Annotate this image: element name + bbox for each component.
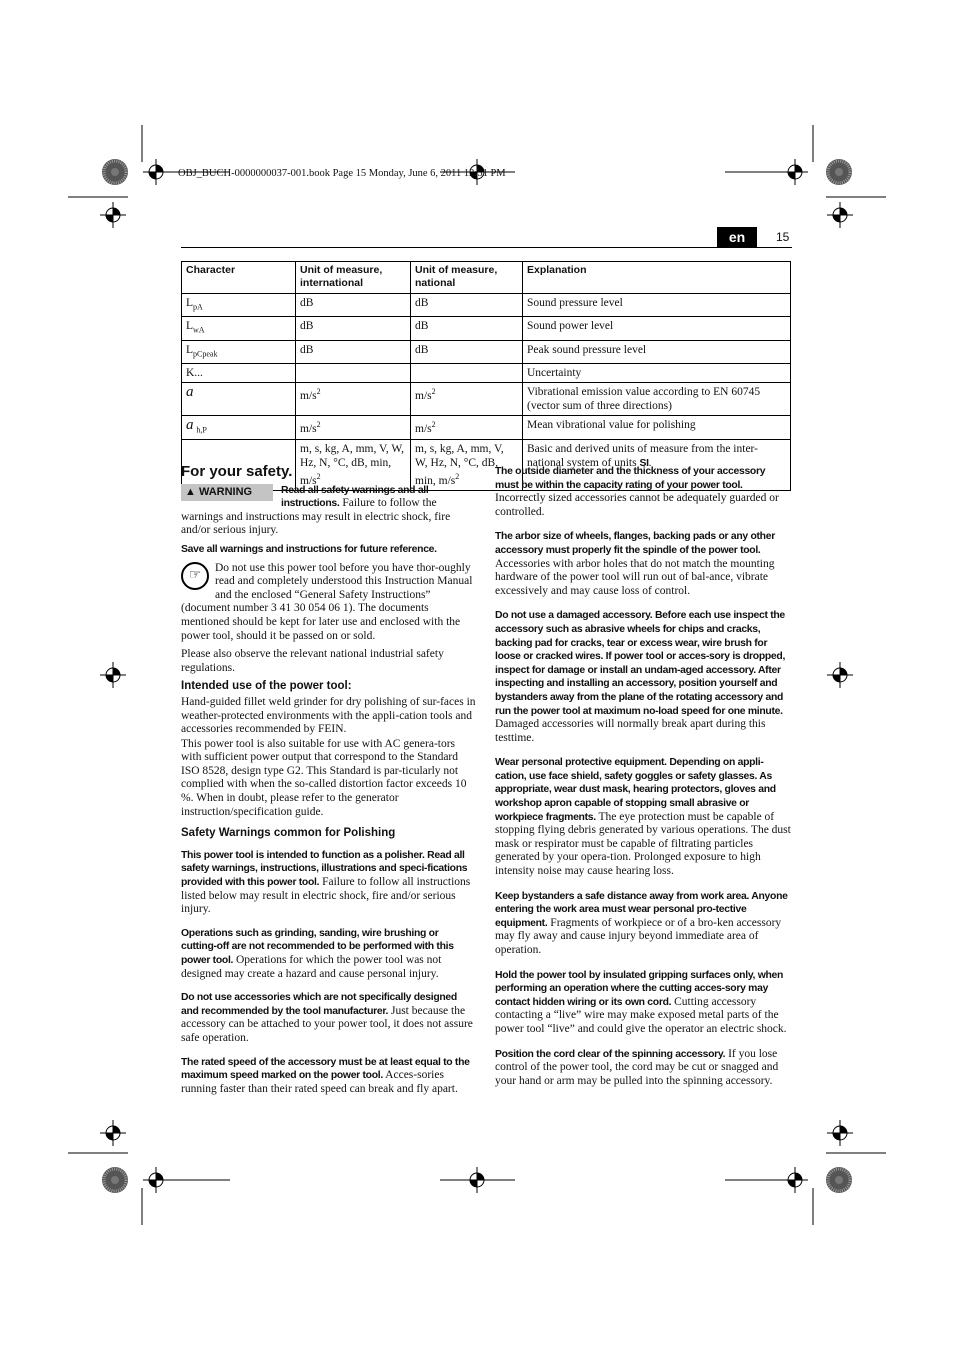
explanation-cell: Peak sound pressure level [523,340,791,363]
table-header-cell: Unit of measure, national [411,262,523,294]
character-cell: a $_{h,P}$ [182,415,296,439]
units-table [181,261,791,491]
intl-unit-cell: m, s, kg, A, mm, V, W, Hz, N, °C, dB, min, $m/s^2$ [296,440,411,491]
intl-unit-cell: $m/s^2$ [296,415,411,439]
explanation-cell: Sound pressure level [523,294,791,317]
print-file-info: OBJ_BUCH-0000000037-001.book Page 15 Monday, June 6, 2011 12:51 PM [178,168,506,179]
accessory-warning-2: The arbor size of wheels, flanges, backing pads or any other accessory must properly fit the spindle of the power tool. Accessories with arbor holes that do not match the mounting hardware of the power tool will run out of bal-ance, vibrate excessively and may cause loss of control. [495,531,775,597]
character-cell: $L_{wA}$ [182,317,296,340]
table-header-cell: Explanation [523,262,791,294]
header-rule [181,247,792,248]
warning-badge: ▲ WARNING [181,484,273,502]
accessory-warning-3: Do not use a damaged accessory. Before each use inspect the accessory such as abrasive wheels for chips and cracks, backing pad for cracks, tear or excess wear, wire brush for loose or cracked wires. If power tool or acces-sory is dropped, inspect for damage or install an undam-aged accessory. After inspecting and installing an accessory, position yourself and bystanders away from the plane of the rotating accessory and run the power tool at maximum no-load speed for one minute. Damaged accessories will normally break apart during this testtime. [495,610,786,744]
intl-unit-cell: dB [296,294,411,317]
table-row [182,340,791,363]
table-row [182,294,791,317]
natl-unit-cell: dB [411,340,523,363]
generator-text: This power tool is also suitable for use with AC genera-tors with sufficient power output that correspond to the Standard ISO 8528, design type G2. This Standard is par-ticularly not complied with when the so-called distortion factor exceeds 10 %. When in doubt, please refer to the generator instruction/specification guide. [181,737,467,818]
intended-use-heading: Intended use of the power tool: [181,680,352,693]
intl-unit-cell [296,363,411,382]
accessory-warning-5: Keep bystanders a safe distance away from work area. Anyone entering the work area must wear personal pro-tective equipment. Fragments of workpiece or of a bro-ken accessory may fly away and cause injury beyond immediate area of operation. [495,890,788,956]
page-number: 15 [776,230,790,244]
accessory-warning-7: Position the cord clear of the spinning accessory. If you lose control of the power tool, the cord may be cut or snagged and your hand or arm may be pulled into the spinning accessory. [495,1047,779,1087]
explanation-cell: Mean vibrational value for polishing [523,415,791,439]
table-row [182,415,791,439]
polish-warning-3: Do not use accessories which are not specifically designed and recommended by the tool manufacturer. Just because the accessory can be attached to your power tool, it does not assure safe operation. [181,992,473,1044]
observe-regulations-text: Please also observe the relevant national industrial safety regulations. [181,648,444,674]
explanation-cell: Uncertainty [523,363,791,382]
table-header-cell: Unit of measure, international [296,262,411,294]
manual-paragraph: ☞ Do not use this power tool before you have thor-oughly read and completely understood this Instruction Manual and the enclosed “General Safety Instructions” (document number 3 41 30 054 06 1). The documents mentioned should be kept for later use and enclosed with the power tool, should it be passed on or sold. [181,561,473,642]
polish-warning-1: This power tool is intended to function as a polisher. Read all safety warnings, instructions, illustrations and speci-fications provided with this power tool. Failure to follow all instructions listed below may result in electric shock, fire and/or serious injury. [181,849,471,916]
natl-unit-cell: $m/s^2$ [411,415,523,439]
natl-unit-cell: $m/s^2$ [411,382,523,415]
save-warnings-text: Save all warnings and instructions for future reference. [181,543,437,555]
read-manual-icon: ☞ [181,562,209,590]
intl-unit-cell: dB [296,340,411,363]
natl-unit-cell: dB [411,294,523,317]
right-column [495,465,791,1093]
natl-unit-cell [411,363,523,382]
polishing-warnings-heading: Safety Warnings common for Polishing [181,827,396,840]
polish-warning-2: Operations such as grinding, sanding, wire brushing or cutting-off are not recommended to be performed with this power tool. Operations for which the power tool was not designed may create a hazard and cause personal injury. [181,927,454,980]
table-row [182,317,791,340]
table-row [182,382,791,415]
accessory-warning-6: Hold the power tool by insulated gripping surfaces only, when performing an operation where the cutting acces-sory may contact hidden wiring or its own cord. Cutting accessory contacting a “live” wire may make exposed metal parts of the power tool “live” and could give the operator an electric shock. [495,969,787,1035]
table-header-cell: Character [182,262,296,294]
character-cell: $L_{pA}$ [182,294,296,317]
natl-unit-cell: m, s, kg, A, mm, V, W, Hz, N, °C, dB, min, $m/s^2$ [411,440,523,491]
accessory-warning-4: Wear personal protective equipment. Depending on appli-cation, use face shield, safety goggles or safety glasses. As appropriate, wear dust mask, hearing protectors, gloves and workshop apron capable of stopping small abrasive or workpiece fragments. The eye protection must be capable of stopping flying debris generated by various operations. The dust mask or respirator must be capable of filtrating particles generated by your opera-tion. Prolonged exposure to high intensity noise may cause hearing loss. [495,757,791,878]
warning-triangle-icon: ▲ [185,485,196,498]
explanation-cell: Sound power level [523,317,791,340]
accessory-warning-1: The outside diameter and the thickness of your accessory must be within the capacity rating of your power tool. Incorrectly sized accessories cannot be adequately guarded or controlled. [495,466,779,518]
character-cell: K... [182,363,296,382]
warning-paragraph: ▲ WARNING Read all safety warnings and all instructions. Failure to follow the warnings and instructions may result in electric shock, fire and/or serious injury. [181,484,451,537]
polish-warning-4: The rated speed of the accessory must be at least equal to the maximum speed marked on the power tool. Acces-sories running faster than their rated speed can break and fly apart. [181,1056,470,1095]
character-cell: $L_{pCpeak}$ [182,340,296,363]
language-badge: en [717,227,757,247]
table-row [182,363,791,382]
intended-use-text: Hand-guided fillet weld grinder for dry polishing of sur-faces in weather-protected environments with the appli-cation tools and accessories recommended by FEIN. [181,695,476,736]
left-column [181,465,476,1101]
section-heading: For your safety. [181,463,293,480]
table-header-row [182,262,791,294]
intl-unit-cell: dB [296,317,411,340]
natl-unit-cell: dB [411,317,523,340]
character-cell: a [182,382,296,415]
explanation-cell: Vibrational emission value according to EN 60745 (vector sum of three directions) [523,382,791,415]
explanation-cell: Basic and derived units of measure from the inter-national system of units SI. [523,440,791,491]
intl-unit-cell: $m/s^2$ [296,382,411,415]
